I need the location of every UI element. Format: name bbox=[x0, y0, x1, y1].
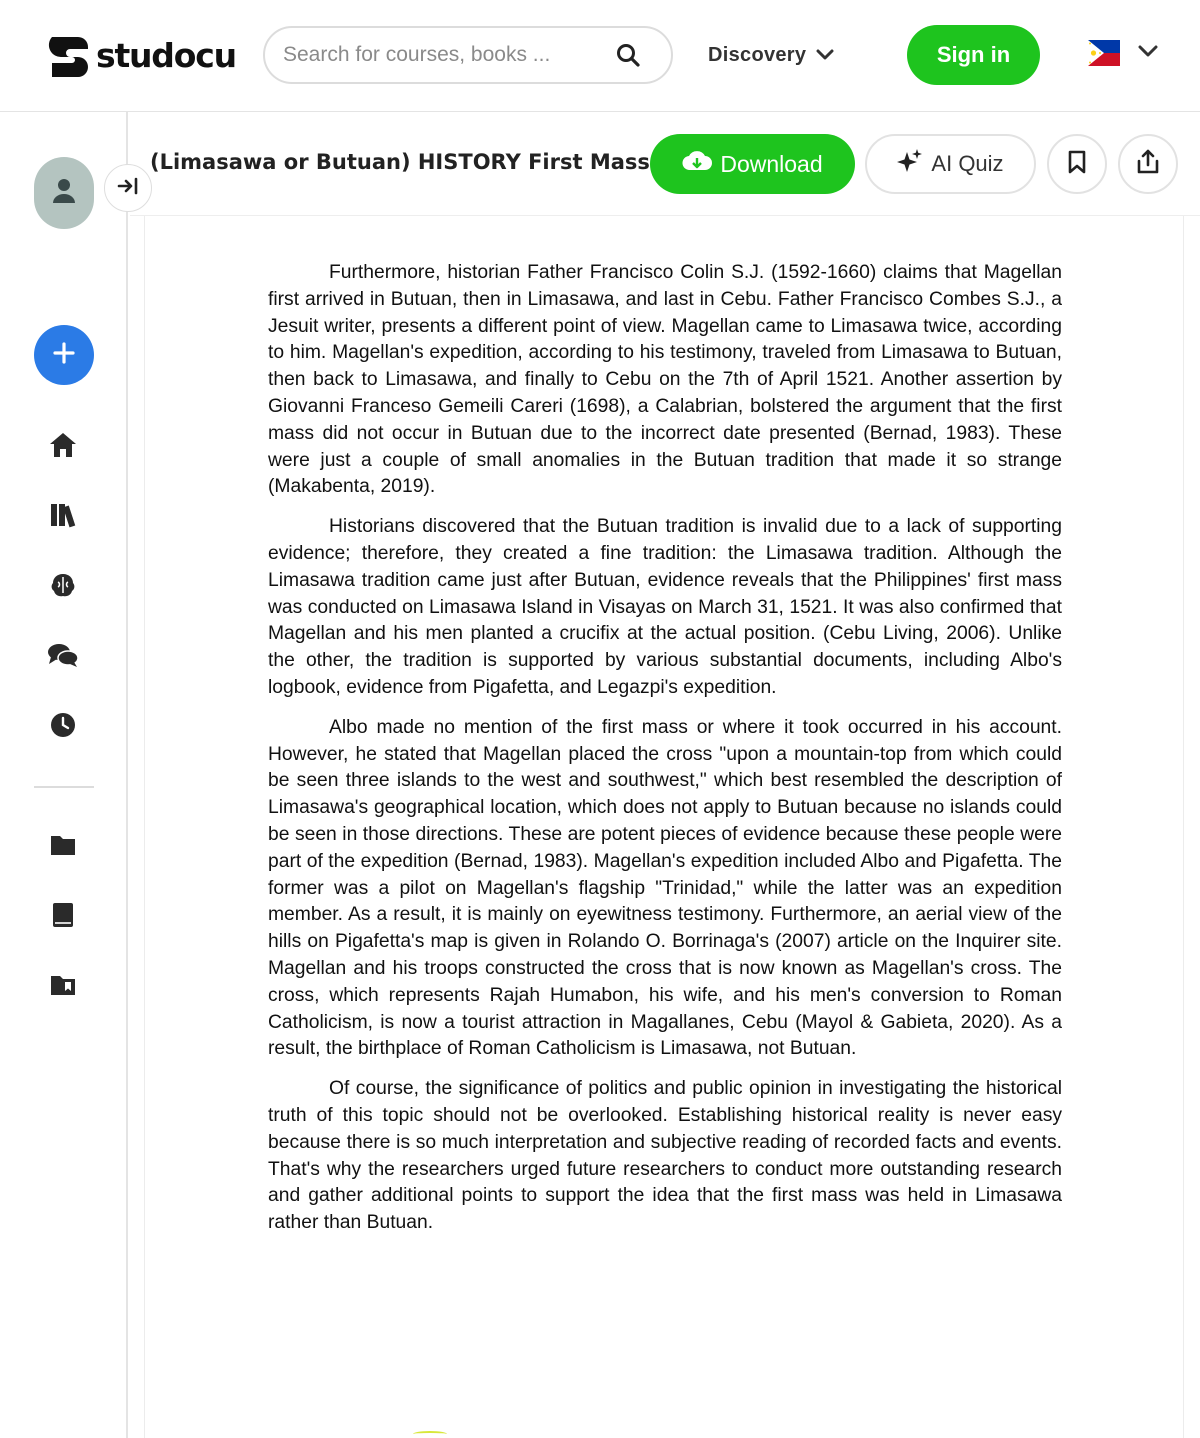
search-box[interactable] bbox=[263, 26, 673, 84]
user-icon bbox=[52, 178, 76, 209]
studocu-logo[interactable] bbox=[44, 30, 236, 80]
nav-recent[interactable] bbox=[47, 711, 79, 743]
bookmark-icon bbox=[1068, 150, 1086, 179]
studocu-logo-icon bbox=[44, 31, 92, 79]
sidebar-divider bbox=[34, 786, 94, 788]
ai-quiz-label: AI Quiz bbox=[931, 151, 1004, 176]
sparkle-icon bbox=[897, 148, 923, 180]
chat-icon bbox=[47, 641, 79, 674]
library-icon bbox=[49, 501, 77, 534]
nav-library[interactable] bbox=[47, 501, 79, 533]
chevron-down-icon bbox=[816, 44, 834, 67]
book-icon bbox=[50, 901, 76, 934]
language-selector[interactable] bbox=[1088, 40, 1158, 66]
highlight-mark bbox=[413, 1431, 447, 1437]
plus-icon bbox=[53, 342, 75, 369]
ai-quiz-button[interactable] bbox=[865, 134, 1036, 194]
download-label: Download bbox=[720, 150, 823, 177]
nav-chat[interactable] bbox=[47, 641, 79, 673]
clock-icon bbox=[49, 711, 77, 744]
nav-folders[interactable] bbox=[47, 831, 79, 863]
download-button[interactable] bbox=[650, 134, 855, 194]
bookmark-folder-icon bbox=[49, 973, 77, 1002]
share-icon bbox=[1136, 149, 1160, 180]
home-icon bbox=[48, 431, 78, 464]
chevron-down-icon bbox=[1138, 44, 1158, 62]
paragraph: Albo made no mention of the first mass or where it took occurred in his account. However, he stated that Magellan placed the cross "upon a mountain-top from which could be seen three islands to the west and southwest," which best resembled the description of Limasawa's geographical location, which does not apply to Butuan because no islands could be seen in those directions. These are potent pieces of evidence because these people were part of the expedition (Bernad, 1983). Magellan's expedition included Albo and Pigafetta. The former was a pilot on Magellan's flagship "Trinidad," while the latter was an expedition member. As a result, it is mainly on eyewitness testimony. Furthermore, an aerial view of the hills on Pigafetta's map is given in Rolando O. Borrinaga's (2007) article on the Inquirer site. Magellan and his troops constructed the cross that is now known as Magellan's cross. The cross, which represents Rajah Humabon, his wife, and his men's conversion to Roman Catholicism, is now a tourist attraction in Magallanes, Cebu (Mayol & Gabieta, 2020). As a result, the birthplace of Roman Catholicism is Limasawa, not Butuan. bbox=[268, 716, 1062, 1060]
folder-icon bbox=[49, 833, 77, 862]
user-avatar[interactable] bbox=[34, 157, 94, 229]
add-button[interactable] bbox=[34, 325, 94, 385]
collapse-sidebar-button[interactable] bbox=[104, 164, 152, 212]
share-button[interactable] bbox=[1118, 134, 1178, 194]
cloud-download-icon bbox=[682, 150, 712, 178]
document-body bbox=[268, 260, 1062, 1250]
nav-saved[interactable] bbox=[47, 971, 79, 1003]
search-input[interactable] bbox=[283, 43, 593, 67]
nav-courses[interactable] bbox=[47, 901, 79, 933]
nav-home[interactable] bbox=[47, 431, 79, 463]
document-page bbox=[144, 216, 1184, 1438]
document-title: (Limasawa or Butuan) HISTORY First Mass bbox=[150, 150, 650, 174]
sign-in-button[interactable]: Sign in bbox=[907, 25, 1040, 85]
ai-brain-icon bbox=[49, 571, 77, 604]
paragraph: Furthermore, historian Father Francisco Colin S.J. (1592-1660) claims that Magellan first arrived in Butuan, then in Limasawa, and last in Cebu. Father Francisco Combes S.J., a Jesuit writer, presents a different point of view. Magellan came to Limasawa twice, according to him. Magellan's expedition, according to his testimony, traveled from Limasawa to Butuan, then back to Limasawa, and finally to Cebu on the 7th of April 1521. Another assertion by Giovanni Franceso Gemeili Careri (1698), a Calabrian, bolstered the argument that the first mass did not occur in Butuan due to the incorrect date presented (Bernad, 1983). These were just a couple of small anomalies in the Butuan tradition that made it so strange (Makabenta, 2019). bbox=[268, 262, 1062, 498]
left-sidebar bbox=[0, 112, 128, 1438]
save-bookmark-button[interactable] bbox=[1047, 134, 1107, 194]
discovery-menu[interactable] bbox=[708, 40, 834, 70]
paragraph: Historians discovered that the Butuan tradition is invalid due to a lack of supporting evidence; therefore, they created a fine tradition: the Limasawa tradition. Although the Limasawa tradition came just after Butuan, evidence reveals that the Philippines' first mass was conducted on Limasawa Island in Visayas on March 31, 1521. It was also confirmed that Magellan and his men planted a crucifix at the actual position. (Cebu Living, 2006). Unlike the other, the tradition is supported by various substantial documents, including Albo's logbook, evidence from Pigafetta, and Legazpi's expedition. bbox=[268, 516, 1062, 698]
top-navigation-bar bbox=[0, 0, 1200, 112]
philippines-flag-icon bbox=[1088, 40, 1120, 66]
nav-ai[interactable] bbox=[47, 571, 79, 603]
document-toolbar bbox=[130, 112, 1200, 216]
paragraph: Of course, the significance of politics and public opinion in investigating the historical truth of this topic should not be overlooked. Establishing historical reality is never easy because there is so much interpretation and subjective reading of recorded facts and events. That's why the researchers urged future researchers to conduct more outstanding research and gather additional points to support the idea that the first mass was held in Limasawa rather than Butuan. bbox=[268, 1078, 1062, 1234]
discovery-label: Discovery bbox=[708, 43, 807, 66]
collapse-sidebar-icon bbox=[117, 177, 139, 200]
logo-text: studocu bbox=[96, 35, 236, 75]
search-icon[interactable] bbox=[615, 42, 641, 68]
